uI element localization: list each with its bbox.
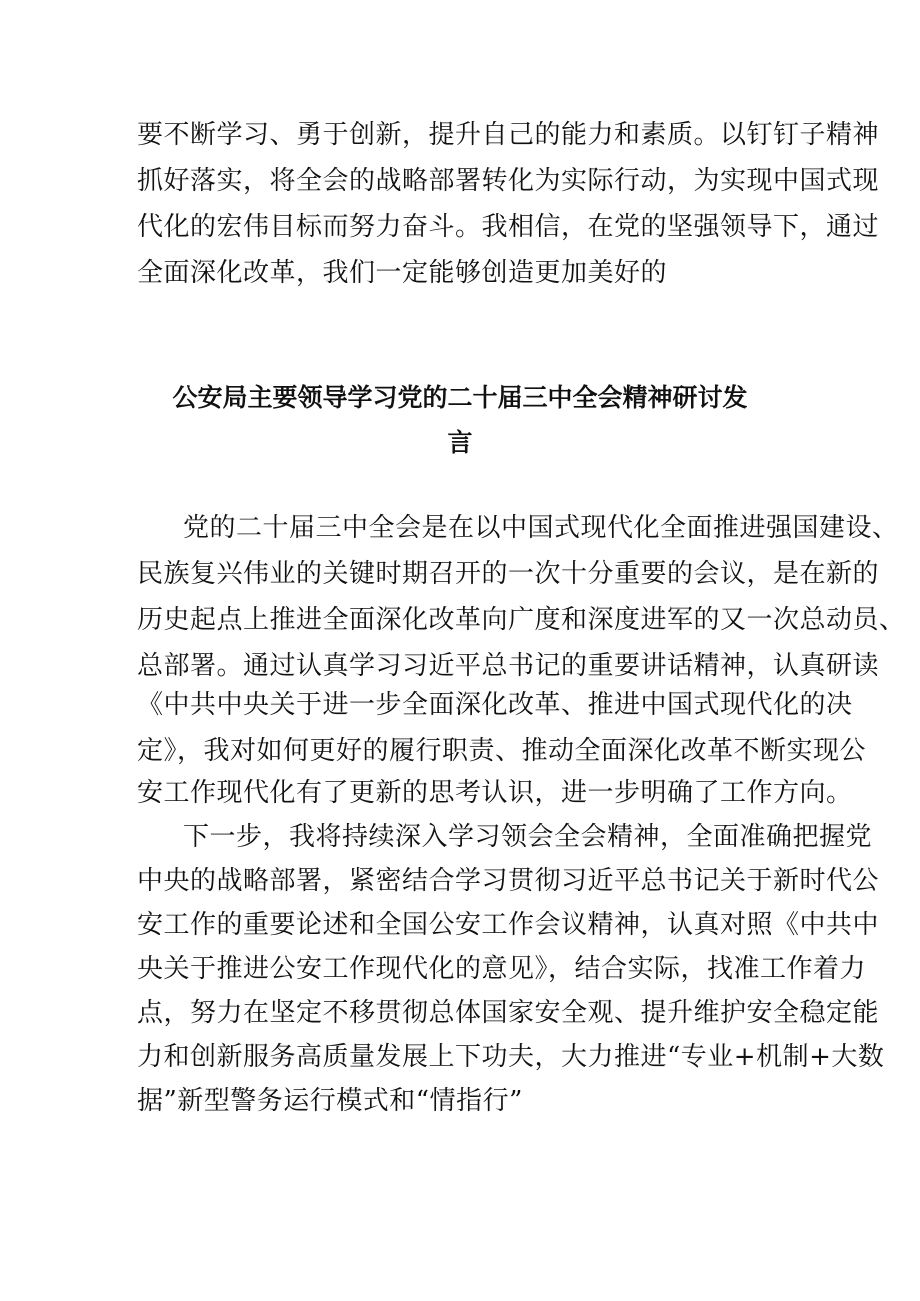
paragraph1-line-3: 历史起点上推进全面深化改革向广度和深度进军的又一次总动员、	[137, 605, 906, 635]
intro-line-2: 抓好落实，将全会的战略部署转化为实际行动，为实现中国式现	[137, 166, 880, 196]
paragraph2-line-1: 下一步，我将持续深入学习领会全会精神，全面准确把握党	[183, 822, 873, 852]
paragraph1-line-2: 民族复兴伟业的关键时期召开的一次十分重要的会议，是在新的	[137, 559, 880, 589]
document-title-line-2: 言	[447, 428, 473, 457]
paragraph2-line-4: 央关于推进公安工作现代化的意见》，结合实际，找准工作着力	[137, 954, 867, 984]
paragraph1-line-1: 党的二十届三中全会是在以中国式现代化全面推进强国建设、	[183, 513, 899, 543]
paragraph2-line-3: 安工作的重要论述和全国公安工作会议精神，认真对照《中共中	[137, 910, 880, 940]
paragraph2-line-2: 中央的战略部署，紧密结合学习贯彻习近平总书记关于新时代公	[137, 866, 880, 896]
paragraph2-line-7: 据”新型警务运行模式和“情指行”	[137, 1086, 523, 1116]
intro-line-4: 全面深化改革，我们一定能够创造更加美好的	[137, 258, 668, 288]
paragraph1-line-6: 定》，我对如何更好的履行职责、推动全面深化改革不断实现公	[137, 736, 867, 766]
paragraph1-line-4: 总部署。通过认真学习习近平总书记的重要讲话精神，认真研读	[137, 651, 880, 681]
paragraph1-line-7: 安工作现代化有了更新的思考认识，进一步明确了工作方向。	[137, 778, 853, 808]
paragraph1-line-5: 《中共中央关于进一步全面深化改革、推进中国式现代化的决	[137, 690, 853, 720]
intro-line-3: 代化的宏伟目标而努力奋斗。我相信，在党的坚强领导下，通过	[137, 212, 880, 242]
intro-line-1: 要不断学习、勇于创新，提升自己的能力和素质。以钉钉子精神	[137, 120, 880, 150]
paragraph2-line-5: 点，努力在坚定不移贯彻总体国家安全观、提升维护安全稳定能	[137, 998, 880, 1028]
paragraph2-line-6: 力和创新服务高质量发展上下功夫，大力推进“专业+机制+大数	[137, 1042, 885, 1072]
document-title-line-1: 公安局主要领导学习党的二十届三中全会精神研讨发	[172, 383, 748, 412]
